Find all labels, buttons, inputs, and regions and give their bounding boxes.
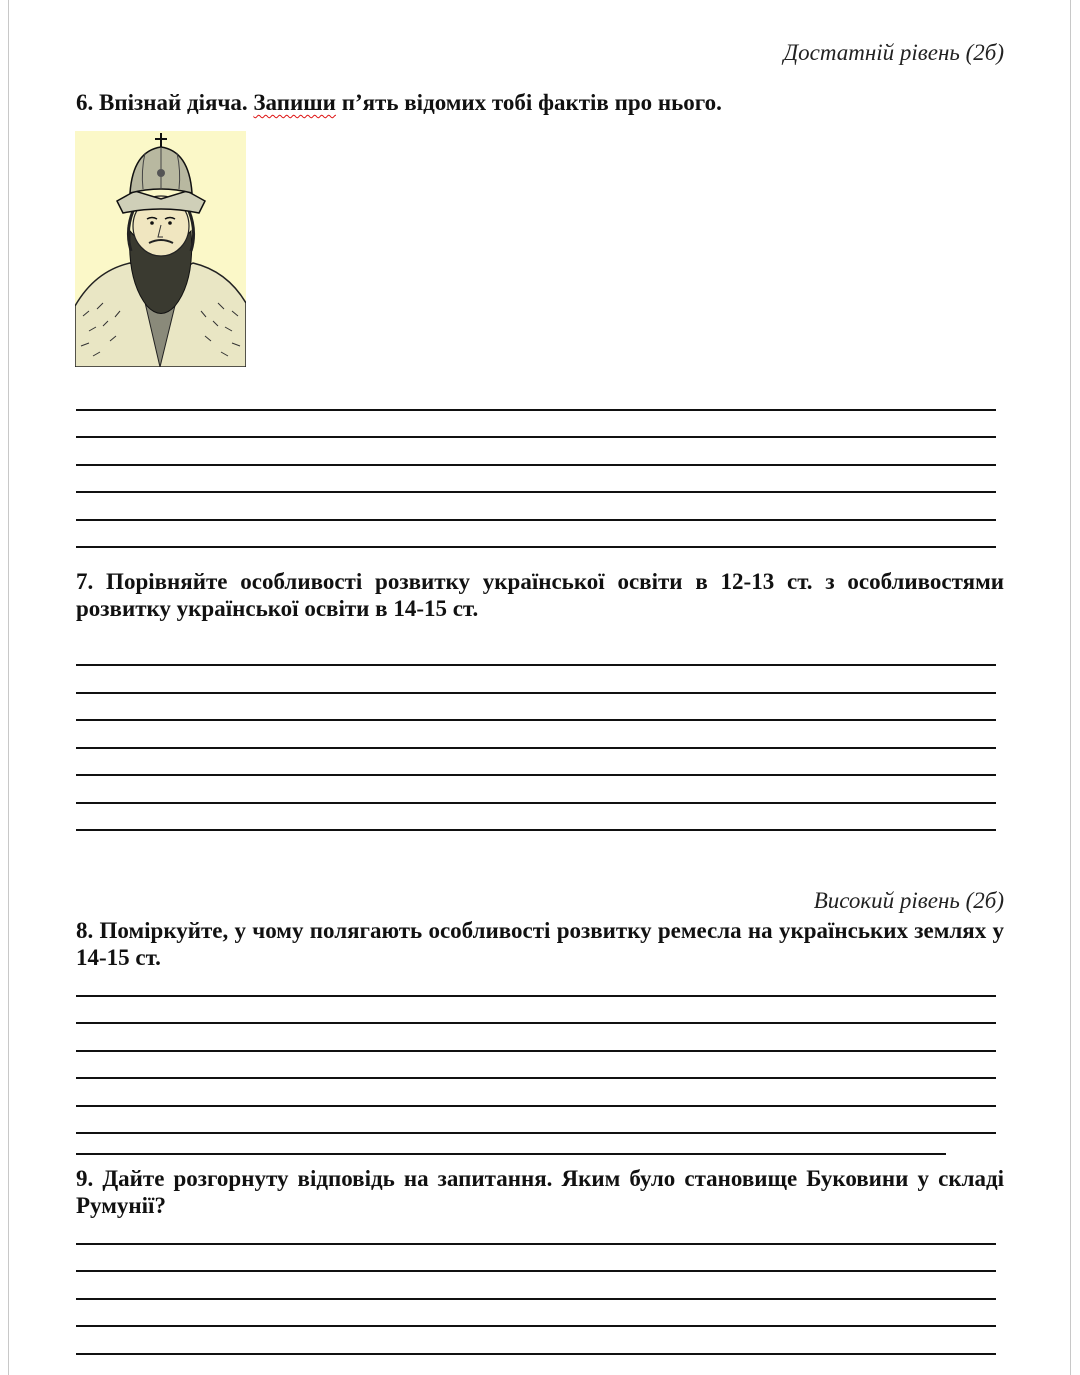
answer-line-q8-2[interactable] xyxy=(76,1022,996,1024)
section-level-sufficient: Достатній рівень (2б) xyxy=(783,40,1004,65)
answer-line-q6-6[interactable] xyxy=(76,546,996,548)
answer-line-q6-1[interactable] xyxy=(76,409,996,411)
answer-line-q6-5[interactable] xyxy=(76,519,996,521)
answer-line-q9-1[interactable] xyxy=(76,1243,996,1245)
question-9: 9. Дайте розгорнуту відповідь на запитання. Яким було становище Буковини у складі Румунії? xyxy=(76,1166,1004,1218)
answer-line-q7-6[interactable] xyxy=(76,802,996,804)
answer-line-q6-4[interactable] xyxy=(76,491,996,493)
ruler-portrait-image xyxy=(75,131,246,367)
page-edge-left xyxy=(8,0,9,1375)
answer-line-q9-4[interactable] xyxy=(76,1325,996,1327)
answer-line-q8-1[interactable] xyxy=(76,995,996,997)
answer-line-q7-2[interactable] xyxy=(76,692,996,694)
answer-line-q7-4[interactable] xyxy=(76,747,996,749)
answer-line-q8-3[interactable] xyxy=(76,1050,996,1052)
section-level-high: Високий рівень (2б) xyxy=(813,888,1004,913)
question-6-part1: 6. Впізнай діяча. xyxy=(76,90,254,115)
answer-line-q9-2[interactable] xyxy=(76,1270,996,1272)
answer-line-q7-7[interactable] xyxy=(76,829,996,831)
question-8: 8. Поміркуйте, у чому полягають особливості розвитку ремесла на українських землях у 14-15 ст. xyxy=(76,918,1004,970)
page-edge-right xyxy=(1070,0,1071,1375)
question-6-part3: п’ять відомих тобі фактів про нього. xyxy=(335,90,722,115)
answer-line-q7-3[interactable] xyxy=(76,719,996,721)
answer-line-q6-2[interactable] xyxy=(76,436,996,438)
answer-line-q9-3[interactable] xyxy=(76,1298,996,1300)
portrait-drawing xyxy=(75,131,246,367)
question-7: 7. Порівняйте особливості розвитку української освіти в 12-13 ст. з особливостями розвитку української освіти в 14-15 ст. xyxy=(76,569,1004,621)
answer-line-q9-5[interactable] xyxy=(76,1353,996,1355)
answer-line-q8-4[interactable] xyxy=(76,1077,996,1079)
answer-line-q7-1[interactable] xyxy=(76,664,996,666)
answer-line-q6-3[interactable] xyxy=(76,464,996,466)
answer-line-q8-5[interactable] xyxy=(76,1105,996,1107)
question-6-spellcheck-word: Запиши xyxy=(253,90,336,115)
answer-line-q8-7[interactable] xyxy=(76,1153,946,1155)
answer-line-q8-6[interactable] xyxy=(76,1132,996,1134)
question-6 xyxy=(76,89,1004,116)
answer-line-q7-5[interactable] xyxy=(76,774,996,776)
